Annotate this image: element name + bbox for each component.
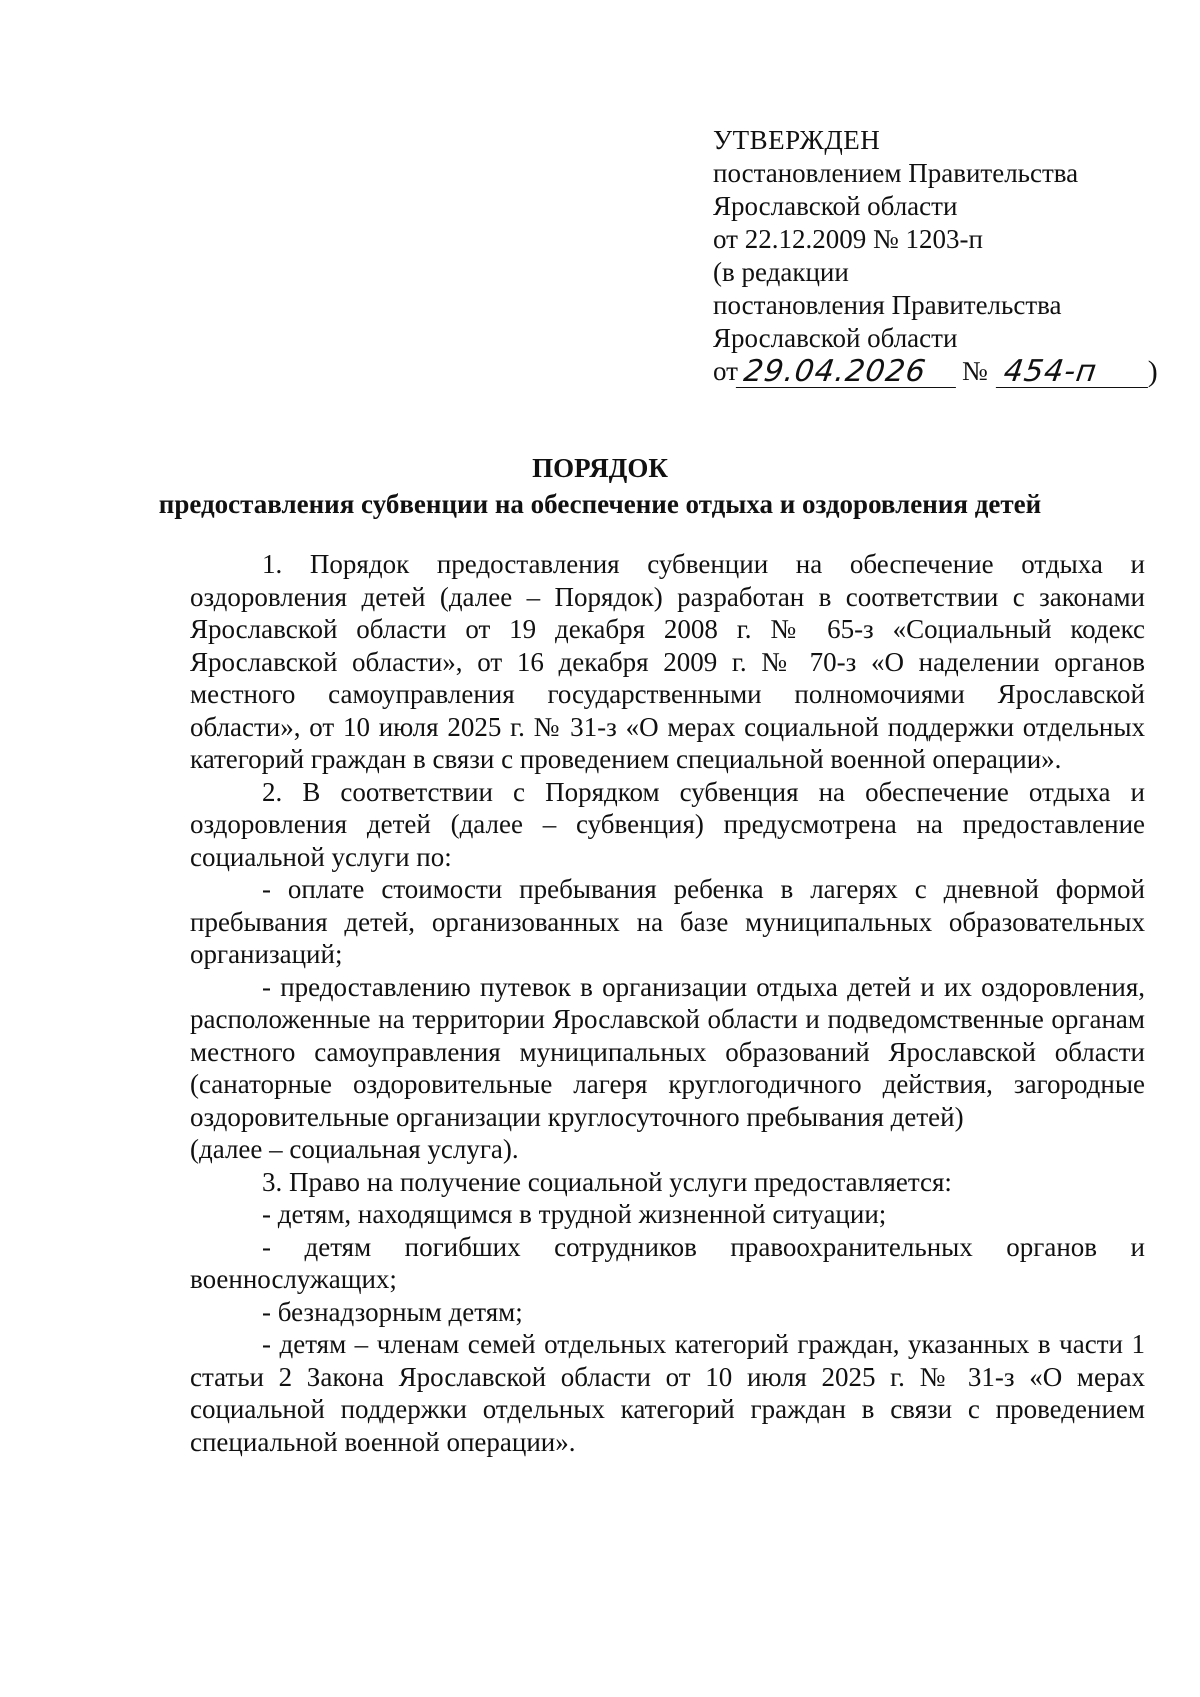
approval-line: постановлением Правительства — [713, 158, 1079, 188]
handwritten-date: 29.04.2026 — [736, 357, 960, 388]
approved-label: УТВЕРЖДЕН — [713, 125, 881, 155]
number-label: № — [961, 356, 988, 386]
document-subtitle: предоставления субвенции на обеспечение отдыха и оздоровления детей — [158, 489, 1042, 519]
document-title: ПОРЯДОК — [532, 453, 668, 483]
list-item: - детям – членам семей отдельных категорий граждан, указанных в части 1 статьи 2 Закона Ярославской области от 10 июля 2025 г. № 31-з «О мерах социальной поддержки отдельных категорий граждан в связи с проведением специальной военной операции». — [190, 1329, 1145, 1457]
paragraph-3: 3. Право на получение социальной услуги предоставляется: — [262, 1166, 952, 1197]
approval-line: постановления Правительства — [713, 290, 1062, 320]
closing-parenthesis: ) — [1147, 355, 1158, 388]
approval-stamp-block — [713, 124, 1158, 388]
from-label: от — [713, 356, 738, 386]
paragraph-continuation: (далее – социальная услуга). — [190, 1134, 519, 1164]
list-item: - оплате стоимости пребывания ребенка в лагерях с дневной формой пребывания детей, организованных на базе муниципальных образовательных организаций; — [190, 874, 1145, 969]
approval-line: Ярославской области — [713, 323, 958, 353]
approval-line: (в редакции — [713, 257, 849, 287]
list-item: - безнадзорным детям; — [262, 1296, 523, 1327]
handwritten-number: 454-п — [996, 357, 1152, 388]
document-body — [190, 548, 1145, 1458]
approval-line: от 22.12.2009 № 1203-п — [713, 224, 983, 254]
amendment-date-line — [713, 355, 1158, 388]
approval-line: Ярославской области — [713, 191, 958, 221]
paragraph-1: 1. Порядок предоставления субвенции на обеспечение отдыха и оздоровления детей (далее – Порядок) разработан в соответствии с законами Ярославской области от 19 декабря 2008 г. № 65-з «Социальный кодекс Ярославской области», от 16 декабря 2009 г. № 70-з «О наделении органов местного самоуправления государственными полномочиями Ярославской области», от 10 июля 2025 г. № 31-з «О мерах социальной поддержки отдельных категорий граждан в связи с проведением специальной военной операции». — [190, 549, 1145, 774]
list-item: - детям, находящимся в трудной жизненной ситуации; — [262, 1199, 887, 1229]
list-item: - детям погибших сотрудников правоохранительных органов и военнослужащих; — [190, 1231, 1145, 1294]
paragraph-2: 2. В соответствии с Порядком субвенция на обеспечение отдыха и оздоровления детей (далее – субвенция) предусмотрена на предоставление социальной услуги по: — [190, 776, 1145, 872]
list-item: - предоставлению путевок в организации отдыха детей и их оздоровления, расположенные на территории Ярославской области и подведомственные органам местного самоуправления муниципальных образований Ярославской области (санаторные оздоровительные лагеря круглогодичного действия, загородные оздоровительные организации круглосуточного пребывания детей) — [190, 971, 1145, 1132]
